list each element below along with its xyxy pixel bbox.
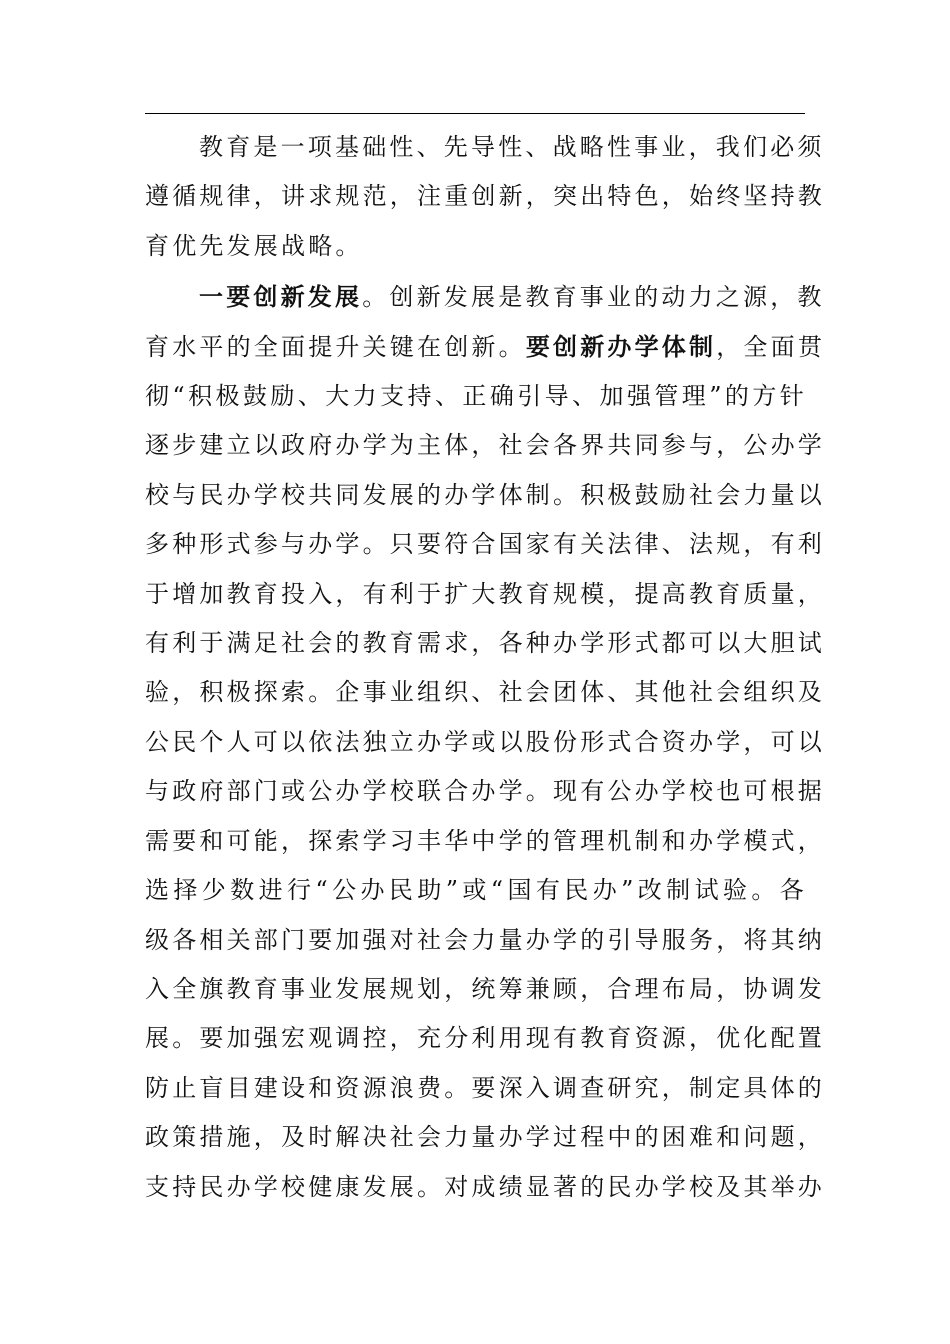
- text-line: [145, 767, 825, 816]
- text-run: 验，积极探索。企事业组织、社会团体、其他社会组织及: [145, 678, 825, 707]
- bold-heading-text: 一要创新发展: [199, 283, 363, 312]
- text-line: [145, 471, 825, 520]
- bold-heading-text: 要创新办学体制: [525, 332, 717, 361]
- header-rule: [145, 113, 805, 114]
- text-run: 逐步建立以政府办学为主体，社会各界共同参与，公办学: [145, 431, 825, 460]
- text-line: [145, 372, 807, 421]
- text-line: [145, 520, 825, 569]
- text-line: [145, 570, 825, 619]
- text-line: [145, 123, 825, 172]
- text-run: 校与民办学校共同发展的办学体制。积极鼓励社会力量以: [145, 480, 825, 509]
- text-line: [145, 222, 807, 271]
- text-line: [145, 1113, 825, 1162]
- body-text: [145, 123, 826, 1212]
- text-line: [145, 866, 807, 915]
- text-run: 遵循规律，讲求规范，注重创新，突出特色，始终坚持教: [145, 182, 825, 211]
- text-run: 有利于满足社会的教育需求，各种办学形式都可以大胆试: [145, 629, 825, 658]
- text-run: 。创新发展是教育事业的动力之源，教: [362, 283, 825, 312]
- text-run: 于增加教育投入，有利于扩大教育规模，提高教育质量，: [145, 579, 825, 608]
- text-line: [145, 965, 825, 1014]
- text-run: 需要和可能，探索学习丰华中学的管理机制和办学模式，: [145, 826, 825, 855]
- text-line: [145, 668, 825, 717]
- text-line: [145, 172, 825, 221]
- text-run: 与政府部门或公办学校联合办学。现有公办学校也可根据: [145, 777, 825, 806]
- text-run: 级各相关部门要加强对社会力量办学的引导服务，将其纳: [145, 925, 825, 954]
- paragraph: [145, 273, 826, 1212]
- text-line: [145, 718, 825, 767]
- text-run: 多种形式参与办学。只要符合国家有关法律、法规，有利: [145, 530, 825, 559]
- text-line: [145, 421, 825, 470]
- text-line: [145, 1014, 825, 1063]
- text-run: 选择少数进行“公办民助”或“国有民办”改制试验。各: [145, 876, 807, 905]
- text-run: 入全旗教育事业发展规划，统筹兼顾，合理布局，协调发: [145, 974, 825, 1003]
- text-line: [145, 323, 826, 372]
- text-line: [145, 273, 825, 322]
- text-run: 育优先发展战略。: [145, 231, 363, 260]
- text-line: [145, 1064, 825, 1113]
- text-line: [145, 1163, 825, 1212]
- text-run: 防止盲目建设和资源浪费。要深入调查研究，制定具体的: [145, 1073, 825, 1102]
- text-run: 彻“积极鼓励、大力支持、正确引导、加强管理”的方针: [145, 382, 807, 411]
- text-line: [145, 916, 825, 965]
- text-line: [145, 619, 825, 668]
- text-run: 公民个人可以依法独立办学或以股份形式合资办学，可以: [145, 727, 825, 756]
- text-run: 支持民办学校健康发展。对成绩显著的民办学校及其举办: [145, 1172, 825, 1201]
- text-run: 展。要加强宏观调控，充分利用现有教育资源，优化配置: [145, 1024, 825, 1053]
- text-run: ，全面贯: [716, 332, 826, 361]
- text-line: [145, 817, 825, 866]
- text-run: 教育是一项基础性、先导性、战略性事业，我们必须: [199, 133, 825, 161]
- text-run: 育水平的全面提升关键在创新。: [145, 332, 526, 361]
- paragraph: [145, 123, 825, 271]
- text-run: 政策措施，及时解决社会力量办学过程中的困难和问题，: [145, 1123, 825, 1152]
